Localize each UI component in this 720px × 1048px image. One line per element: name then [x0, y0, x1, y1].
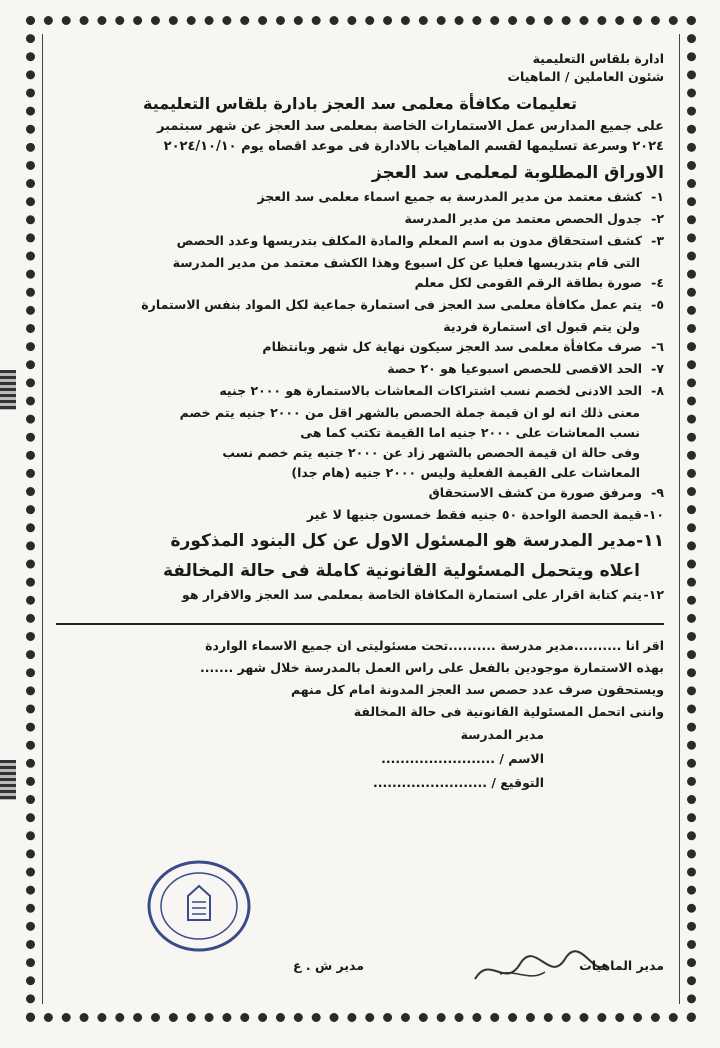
list-item-continuation: ولن يتم قبول اى استمارة فردية [443, 319, 640, 334]
official-seal-icon [144, 858, 254, 958]
list-item-continuation: المعاشات على القيمة الفعلية وليس ٢٠٠٠ جنيه (هام جدا) [291, 465, 640, 480]
requirements-title: الاوراق المطلوبة لمعلمى سد العجز [371, 163, 664, 183]
signature-sign-field: التوقيع / ........................ [373, 775, 544, 790]
acknowledgment-line-2: بهذه الاستمارة موجودين بالفعل على راس العمل بالمدرسة خلال شهر ....... [199, 660, 664, 675]
list-item: ٨-الحد الادنى لخصم نسب اشتراكات المعاشات بالاستمارة هو ٢٠٠٠ جنيه [219, 383, 664, 398]
divider [56, 623, 664, 625]
list-item: ٣-كشف استحقاق مدون به اسم المعلم والمادة المكلف بتدريسها وعدد الحصص [176, 233, 664, 248]
list-item: ١٢-يتم كتابة اقرار على استمارة المكافاة الخاصة بمعلمى سد العجز والاقرار هو [182, 587, 664, 602]
signature-name-field: الاسم / ........................ [381, 751, 544, 766]
document-title: تعليمات مكافأة معلمى سد العجز بادارة بلقاس التعليمية [142, 94, 577, 113]
list-item: ٩-ومرفق صورة من كشف الاستحقاق [428, 485, 664, 500]
header-line-2: شئون العاملين / الماهيات [507, 69, 664, 84]
acknowledgment-line-1: اقر انا ..........مدير مدرسة ..........تحت مسئوليتى ان جميع الاسماء الواردة [205, 638, 664, 653]
list-item: ٥-يتم عمل مكافأة معلمى سد العجز فى استمارة جماعية لكل المواد بنفس الاستمارة [141, 297, 664, 312]
list-item-continuation: معنى ذلك انه لو ان قيمة جملة الحصص بالشهر اقل من ٢٠٠٠ جنيه يتم خصم [179, 405, 640, 420]
intro-line-2: ٢٠٢٤ وسرعة تسليمها لقسم الماهيات بالادارة فى موعد اقصاه يوم ٢٠٢٤/١٠/١٠ [163, 139, 664, 154]
list-item-continuation: نسب المعاشات على ٢٠٠٠ جنيه اما القيمة تكتب كما هى [300, 425, 640, 440]
signature-block [56, 723, 664, 795]
acknowledgment-line-3: ويستحقون صرف عدد حصص سد العجز المدونة امام كل منهم [290, 682, 664, 697]
scan-edge-mark [0, 760, 16, 800]
list-item-continuation: وفى حالة ان قيمة الحصص بالشهر زاد عن ٢٠٠٠ جنيه يتم خصم نسب [222, 445, 640, 460]
list-item: ٢-جدول الحصص معتمد من مدير المدرسة [404, 211, 664, 226]
list-item: ١٠-قيمة الحصة الواحدة ٥٠ جنيه فقط خمسون جنيها لا غير [306, 507, 664, 522]
list-item: ٤-صورة بطاقة الرقم القومى لكل معلم [414, 275, 664, 290]
scan-edge-mark [0, 370, 16, 410]
intro-line-1: على جميع المدارس عمل الاستمارات الخاصة بمعلمى سد العجز عن شهر سبتمبر [157, 119, 664, 134]
signature-role: مدير المدرسة [460, 727, 544, 742]
document-body [56, 50, 664, 795]
header-line-1: ادارة بلقاس التعليمية [532, 51, 664, 66]
list-item: ١١-مدير المدرسة هو المسئول الاول عن كل البنود المذكورة [170, 531, 664, 551]
list-item-continuation: التى قام بتدريسها فعليا عن كل اسبوع وهذا الكشف معتمد من مدير المدرسة [172, 255, 640, 270]
list-item-continuation: اعلاه ويتحمل المسئولية القانونية كاملة فى حالة المخالفة [162, 561, 640, 581]
footer-personnel-manager: مدير ش . ع [292, 958, 364, 973]
acknowledgment-line-4: واننى اتحمل المسئولية القانونية فى حالة المخالفة [353, 704, 664, 719]
list-item: ٧-الحد الاقصى للحصص اسبوعيا هو ٢٠ حصة [387, 361, 664, 376]
list-item: ٦-صرف مكافأة معلمى سد العجز سيكون نهاية كل شهر وبانتظام [262, 339, 664, 354]
footer-salaries-manager: مدير الماهيات [579, 958, 664, 973]
list-item: ١-كشف معتمد من مدير المدرسة به جميع اسماء معلمى سد العجز [257, 189, 664, 204]
